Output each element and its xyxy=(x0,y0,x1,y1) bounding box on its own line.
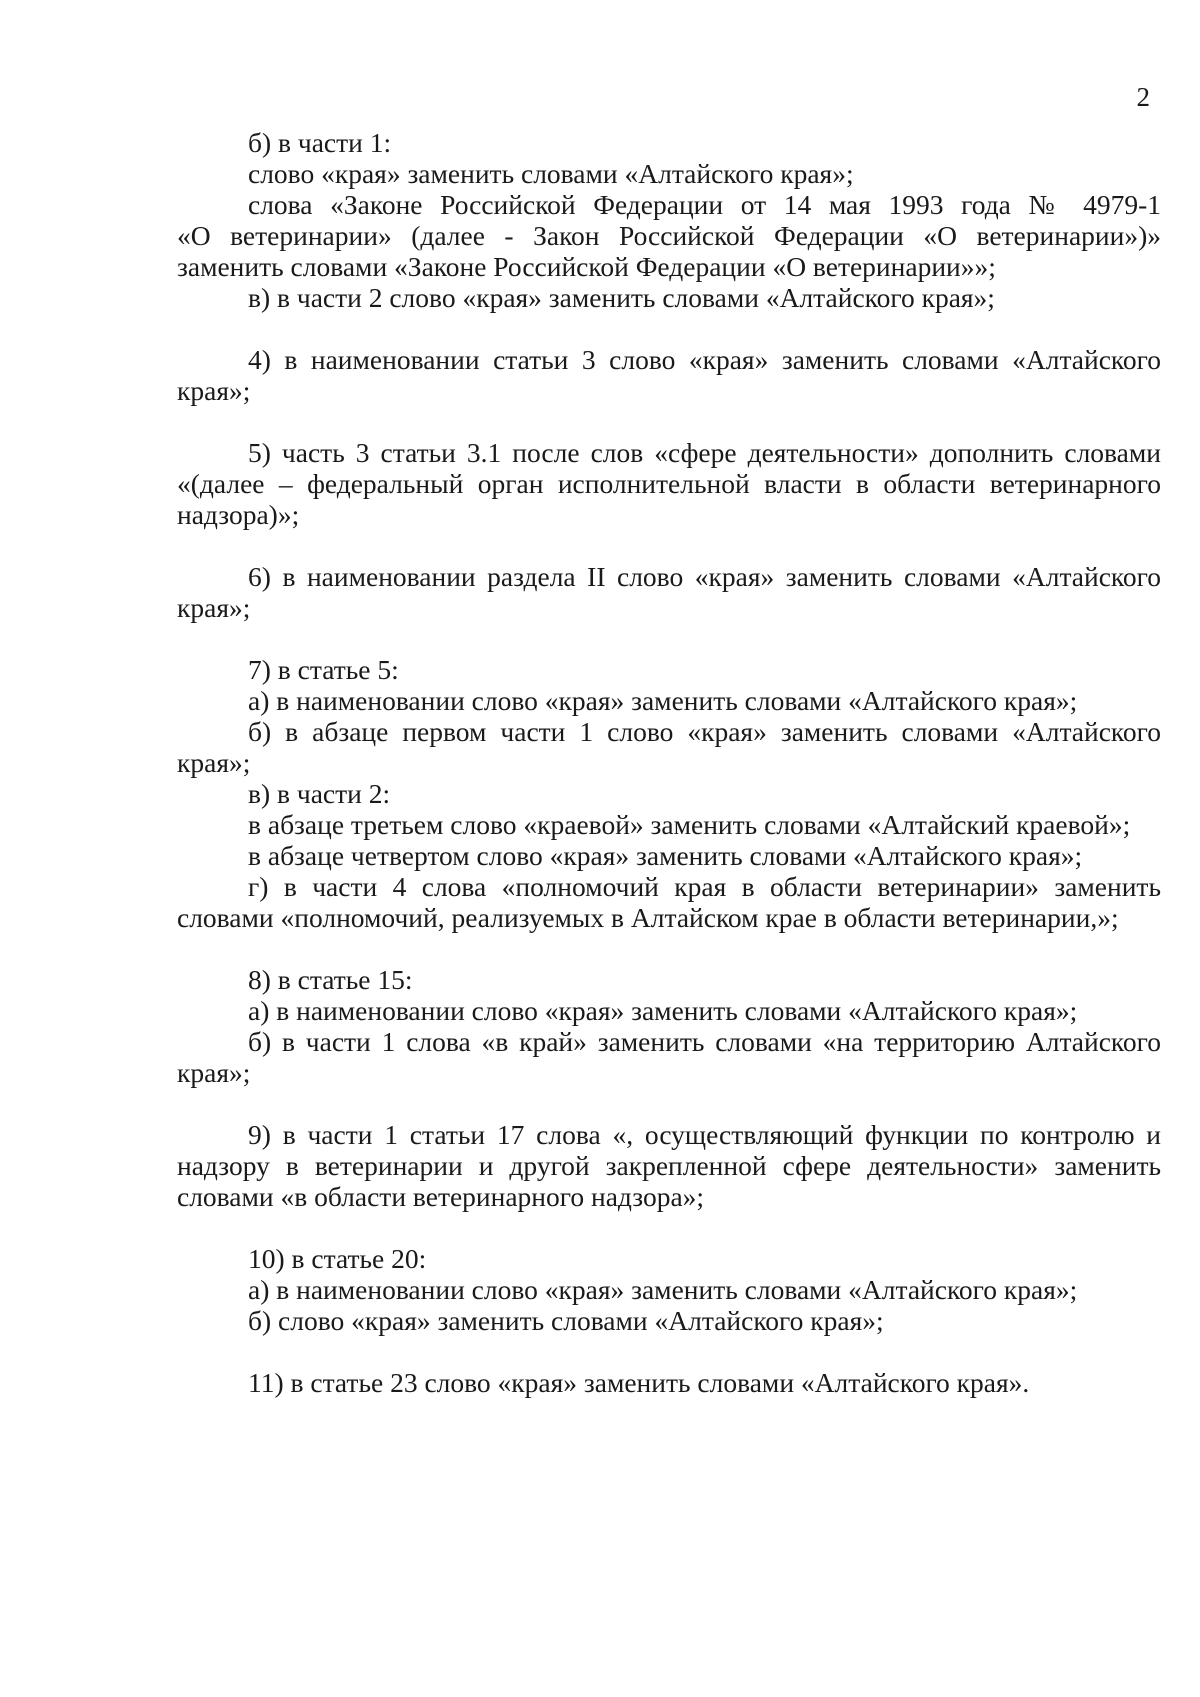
text-line: заменить словами «Законе Российской Федерации «О ветеринарии»»; xyxy=(177,251,996,282)
text-line: края»; xyxy=(177,375,251,406)
text-line: в абзаце третьем слово «краевой» заменить словами «Алтайский краевой»; xyxy=(248,809,1131,840)
text-line: б) в части 1 слова «в край» заменить словами «на территорию Алтайского xyxy=(248,1026,1161,1057)
text-line: «(далее – федеральный орган исполнительной власти в области ветеринарного xyxy=(177,468,1161,499)
text-line: 8) в статье 15: xyxy=(248,964,413,995)
text-line: 10) в статье 20: xyxy=(248,1243,427,1274)
text-line: «О ветеринарии» (далее - Закон Российской Федерации «О ветеринарии»)» xyxy=(177,220,1161,251)
page-number: 2 xyxy=(1136,82,1150,112)
text-line: 4) в наименовании статьи 3 слово «края» заменить словами «Алтайского xyxy=(248,344,1161,375)
text-line: б) слово «края» заменить словами «Алтайского края»; xyxy=(248,1305,884,1336)
text-line: словами «полномочий, реализуемых в Алтайском крае в области ветеринарии,»; xyxy=(177,902,1119,933)
text-line: в абзаце четвертом слово «края» заменить словами «Алтайского края»; xyxy=(248,840,1083,871)
text-line: в) в части 2 слово «края» заменить словами «Алтайского края»; xyxy=(248,282,995,313)
text-line: б) в части 1: xyxy=(248,127,392,158)
text-line: слово «края» заменить словами «Алтайского края»; xyxy=(248,158,854,189)
text-line: в) в части 2: xyxy=(248,778,391,809)
text-line: 7) в статье 5: xyxy=(248,654,399,685)
text-line: 9) в части 1 статьи 17 слова «, осуществляющий функции по контролю и xyxy=(248,1119,1161,1150)
text-line: 6) в наименовании раздела II слово «края» заменить словами «Алтайского xyxy=(248,561,1161,592)
text-line: края»; xyxy=(177,592,251,623)
text-line: края»; xyxy=(177,747,251,778)
text-line: надзора)»; xyxy=(177,499,300,530)
text-line: а) в наименовании слово «края» заменить словами «Алтайского края»; xyxy=(248,1274,1078,1305)
text-line: 11) в статье 23 слово «края» заменить словами «Алтайского края». xyxy=(248,1367,1030,1398)
text-line: а) в наименовании слово «края» заменить словами «Алтайского края»; xyxy=(248,685,1078,716)
text-line: слова «Законе Российской Федерации от 14 мая 1993 года № 4979-1 xyxy=(248,189,1161,220)
text-line: 5) часть 3 статьи 3.1 после слов «сфере деятельности» дополнить словами xyxy=(248,437,1161,468)
text-line: словами «в области ветеринарного надзора»; xyxy=(177,1181,705,1212)
text-line: а) в наименовании слово «края» заменить словами «Алтайского края»; xyxy=(248,995,1078,1026)
document-body xyxy=(177,127,1161,1398)
text-line: б) в абзаце первом части 1 слово «края» заменить словами «Алтайского xyxy=(248,716,1161,747)
text-line: г) в части 4 слова «полномочий края в области ветеринарии» заменить xyxy=(248,871,1161,902)
text-line: края»; xyxy=(177,1057,251,1088)
text-line: надзору в ветеринарии и другой закрепленной сфере деятельности» заменить xyxy=(177,1150,1161,1181)
